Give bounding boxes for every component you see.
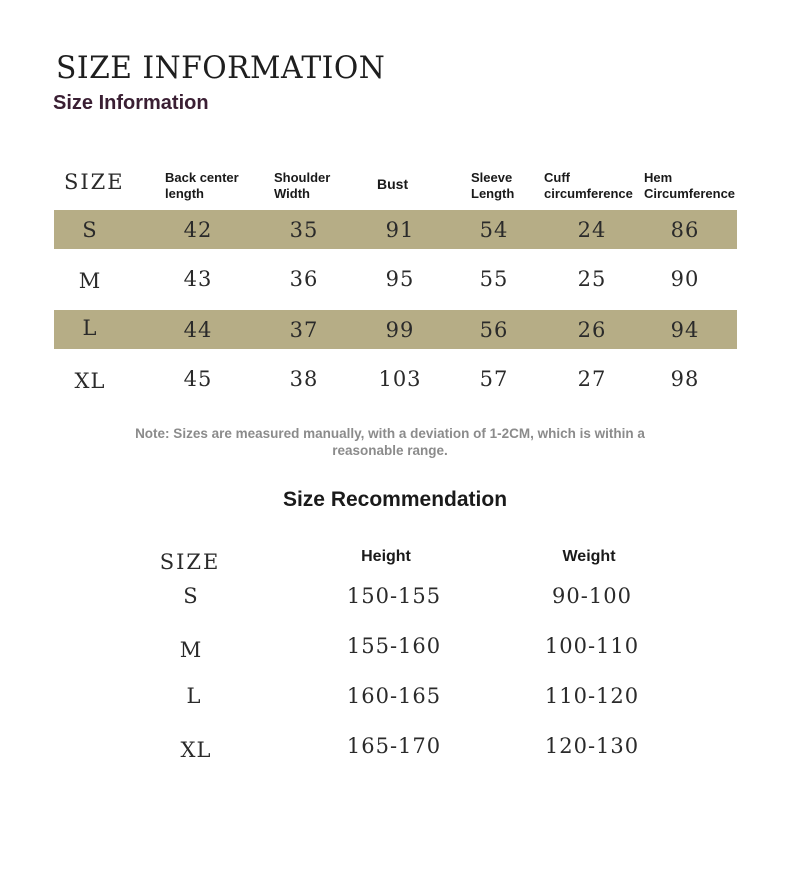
back-center-length-cell: 43: [183, 267, 213, 291]
hem-circumference-cell: 98: [670, 367, 700, 391]
header-line: circumference: [544, 186, 633, 201]
header-line: Bust: [377, 176, 409, 192]
header-line: Sleeve: [471, 170, 513, 185]
header-back-center-length: [165, 170, 239, 202]
rec-size-cell: S: [183, 584, 199, 608]
header-line: Shoulder: [274, 170, 331, 185]
header-line: Cuff: [544, 170, 570, 185]
header-line: Circumference: [644, 186, 736, 201]
shoulder-width-cell: 37: [289, 318, 319, 342]
sleeve-length-cell: 57: [479, 367, 509, 391]
hem-circumference-cell: 90: [670, 267, 700, 291]
header-cuff-circumference: [544, 170, 633, 202]
cuff-circumference-cell: 25: [577, 267, 607, 291]
page-subtitle: Size Information: [53, 92, 209, 114]
size-cell: M: [78, 269, 102, 293]
bust-cell: 91: [385, 218, 415, 242]
size-information-table: [54, 166, 737, 410]
rec-weight-cell: 110-120: [544, 684, 640, 708]
sleeve-length-cell: 55: [479, 267, 509, 291]
table-row: [0, 682, 790, 732]
rec-header-weight: Weight: [562, 548, 616, 565]
cuff-circumference-cell: 27: [577, 367, 607, 391]
table-row: [0, 732, 790, 782]
header-line: length: [165, 186, 204, 201]
table-row: [0, 632, 790, 682]
bust-cell: 103: [378, 367, 422, 391]
size-cell: S: [82, 218, 98, 242]
shoulder-width-cell: 36: [289, 267, 319, 291]
back-center-length-cell: 45: [183, 367, 213, 391]
header-shoulder-width: [274, 170, 330, 202]
size-cell: XL: [74, 369, 106, 393]
table-row: [54, 349, 737, 410]
header-hem-circumference: [644, 170, 735, 202]
shoulder-width-cell: 35: [289, 218, 319, 242]
rec-height-cell: 150-155: [346, 584, 442, 608]
sleeve-length-cell: 54: [479, 218, 509, 242]
recommendation-header: [0, 540, 790, 582]
shoulder-width-cell: 38: [289, 367, 319, 391]
rec-header-height: Height: [361, 548, 411, 565]
hem-circumference-cell: 94: [670, 318, 700, 342]
table-row: [54, 310, 737, 349]
rec-weight-cell: 100-110: [544, 634, 640, 658]
header-size: SIZE: [64, 170, 125, 194]
header-line: Length: [471, 186, 515, 201]
back-center-length-cell: 44: [183, 318, 213, 342]
rec-size-cell: XL: [180, 738, 212, 762]
rec-weight-cell: 90-100: [552, 584, 632, 608]
header-bust: [377, 176, 408, 192]
rec-size-cell: M: [179, 638, 203, 662]
rec-size-cell: L: [186, 684, 202, 708]
cuff-circumference-cell: 26: [577, 318, 607, 342]
bust-cell: 99: [385, 318, 415, 342]
recommendation-title: Size Recommendation: [282, 488, 508, 511]
header-line: Hem: [644, 170, 673, 185]
header-line: Width: [274, 186, 310, 201]
rec-height-cell: 155-160: [346, 634, 442, 658]
measurement-note: Note: Sizes are measured manually, with a deviation of 1-2CM, which is within a reasonable range.: [135, 426, 645, 458]
rec-weight-cell: 120-130: [544, 734, 640, 758]
hem-circumference-cell: 86: [670, 218, 700, 242]
sleeve-length-cell: 56: [479, 318, 509, 342]
back-center-length-cell: 42: [183, 218, 213, 242]
rec-height-cell: 160-165: [346, 684, 442, 708]
bust-cell: 95: [385, 267, 415, 291]
header-line: Back center: [165, 170, 239, 185]
size-cell: L: [82, 316, 98, 340]
size-recommendation-table: [0, 540, 790, 782]
rec-header-size: SIZE: [159, 550, 221, 574]
rec-height-cell: 165-170: [346, 734, 442, 758]
table-row: [0, 582, 790, 632]
page-title: SIZE INFORMATION: [56, 50, 386, 86]
table-row: [54, 249, 737, 310]
header-sleeve-length: [471, 170, 514, 202]
table-row: [54, 210, 737, 249]
size-table-header: [54, 166, 737, 210]
cuff-circumference-cell: 24: [577, 218, 607, 242]
